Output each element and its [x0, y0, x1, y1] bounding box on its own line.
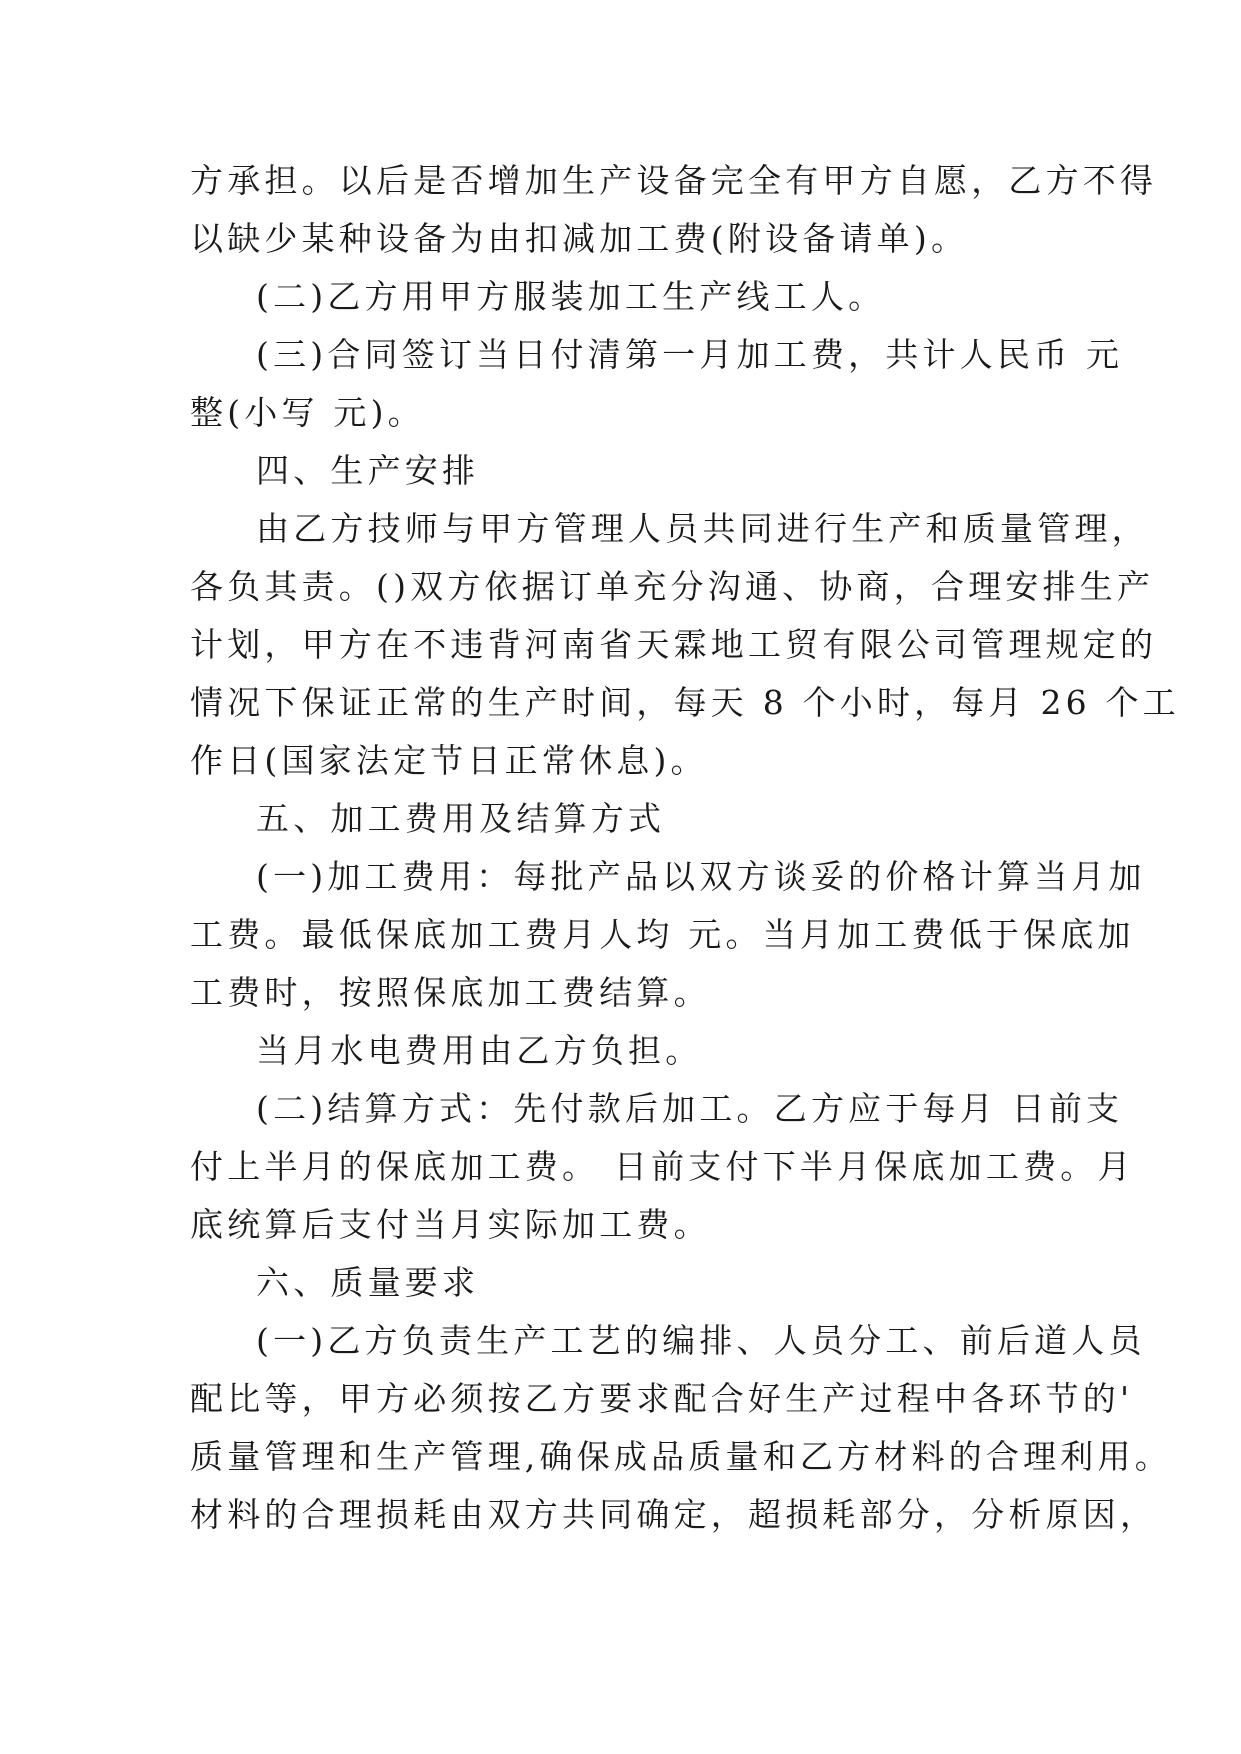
text-line: 作日(国家法定节日正常休息)。: [190, 741, 708, 780]
text-line: 工费时，按照保底加工费结算。: [190, 973, 711, 1012]
section-heading: 五、加工费用及结算方式: [256, 799, 666, 838]
text-line: (二)结算方式：先付款后加工。乙方应于每月 日前支: [256, 1089, 1124, 1128]
text-line: 付上半月的保底加工费。 日前支付下半月保底加工费。月: [190, 1147, 1135, 1186]
text-line: (三)合同签订当日付清第一月加工费，共计人民币 元: [256, 335, 1124, 374]
text-line: 情况下保证正常的生产时间，每天 8 个小时，每月 26 个工: [190, 683, 1180, 722]
text-line: 整(小写 元)。: [190, 393, 425, 432]
text-line: (一)加工费用：每批产品以双方谈妥的价格计算当月加: [256, 857, 1146, 896]
text-line: 工费。最低保底加工费月人均 元。当月加工费低于保底加: [190, 915, 1135, 954]
text-line: 方承担。以后是否增加生产设备完全有甲方自愿，乙方不得: [190, 161, 1158, 200]
text-line: 计划，甲方在不违背河南省天霖地工贸有限公司管理规定的: [190, 625, 1158, 664]
text-line: 以缺少某种设备为由扣减加工费(附设备请单)。: [190, 219, 969, 258]
document-body: [190, 152, 1180, 1544]
text-line: 各负其责。()双方依据订单充分沟通、协商，合理安排生产: [190, 567, 1155, 606]
text-line: 底统算后支付当月实际加工费。: [190, 1205, 711, 1244]
section-heading: 六、质量要求: [256, 1263, 480, 1302]
text-line: (二)乙方用甲方服装加工生产线工人。: [256, 277, 886, 316]
section-heading: 四、生产安排: [256, 451, 480, 490]
text-line: 由乙方技师与甲方管理人员共同进行生产和质量管理，: [256, 509, 1149, 548]
text-line: 当月水电费用由乙方负担。: [256, 1031, 703, 1070]
text-line: 质量管理和生产管理,确保成品质量和乙方材料的合理利用。: [190, 1437, 1172, 1476]
text-line: 配比等，甲方必须按乙方要求配合好生产过程中各环节的': [190, 1379, 1134, 1418]
text-line: (一)乙方负责生产工艺的编排、人员分工、前后道人员: [256, 1321, 1146, 1360]
text-line: 材料的合理损耗由双方共同确定，超损耗部分，分析原因，: [190, 1495, 1158, 1534]
